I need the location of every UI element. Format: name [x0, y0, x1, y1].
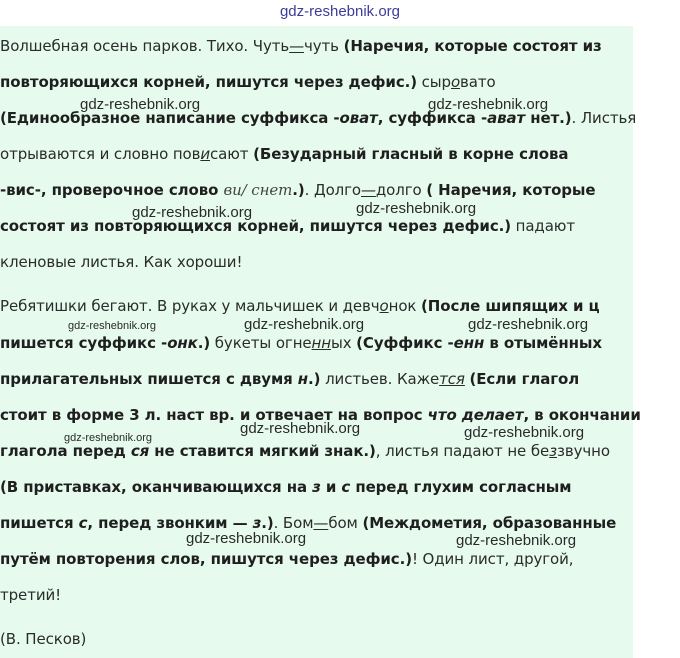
site-logo-text: gdz-reshebnik.org: [279, 3, 401, 20]
watermark: gdz-reshebnik.org: [464, 424, 585, 441]
watermark: gdz-reshebnik.org: [132, 204, 253, 221]
watermark: gdz-reshebnik.org: [240, 420, 361, 437]
text-line-10: прилагательных пишется с двумя н.) листьев. Кажется (Если глагол: [0, 370, 580, 388]
text-line-3: (Единообразное написание суффикса -оват, суффикса -ават нет.). Листья: [0, 109, 637, 127]
watermark: gdz-reshebnik.org: [80, 96, 201, 113]
text-line-12: глагола перед ся не ставится мягкий знак.), листья падают не беззвучно: [0, 442, 610, 460]
site-header: [0, 0, 680, 26]
text-line-17: (В. Песков): [0, 630, 87, 648]
text-line-1: Волшебная осень парков. Тихо. Чуть—чуть (Наречия, которые состоят из: [0, 37, 602, 55]
watermark: gdz-reshebnik.org: [68, 320, 157, 332]
watermark: gdz-reshebnik.org: [64, 432, 153, 444]
text-line-4: отрываются и словно повисают (Безударный гласный в корне слова: [0, 145, 569, 163]
text-line-2: повторяющихся корней, пишутся через дефис.) сыровато: [0, 73, 496, 91]
watermark: gdz-reshebnik.org: [428, 96, 549, 113]
text-line-5: -вис-, проверочное слово ви/ снет.). Долго—долго ( Наречия, которые: [0, 181, 596, 199]
text-line-14: пишется с, перед звонким — з.). Бом—бом (Междометия, образованные: [0, 514, 617, 532]
text-line-8: Ребятишки бегают. В руках у мальчишек и девчонок (После шипящих и ц: [0, 297, 600, 315]
text-line-15: путём повторения слов, пишутся через дефис.)! Один лист, другой,: [0, 550, 574, 568]
watermark: gdz-reshebnik.org: [456, 532, 577, 549]
text-line-13: (В приставках, оканчивающихся на з и с перед глухим согласным: [0, 478, 572, 496]
text-line-7: кленовые листья. Как хороши!: [0, 253, 243, 271]
text-line-11: стоит в форме 3 л. наст вр. и отвечает на вопрос что делает, в окончании: [0, 406, 641, 424]
watermark: gdz-reshebnik.org: [356, 200, 477, 217]
text-line-9: пишется суффикс -онк.) букеты огненных (Суффикс -енн в отымённых: [0, 334, 602, 352]
text-line-6: состоят из повторяющихся корней, пишутся через дефис.) падают: [0, 217, 575, 235]
watermark: gdz-reshebnik.org: [186, 530, 307, 547]
watermark: gdz-reshebnik.org: [244, 316, 365, 333]
watermark: gdz-reshebnik.org: [468, 316, 589, 333]
text-line-16: третий!: [0, 586, 62, 604]
